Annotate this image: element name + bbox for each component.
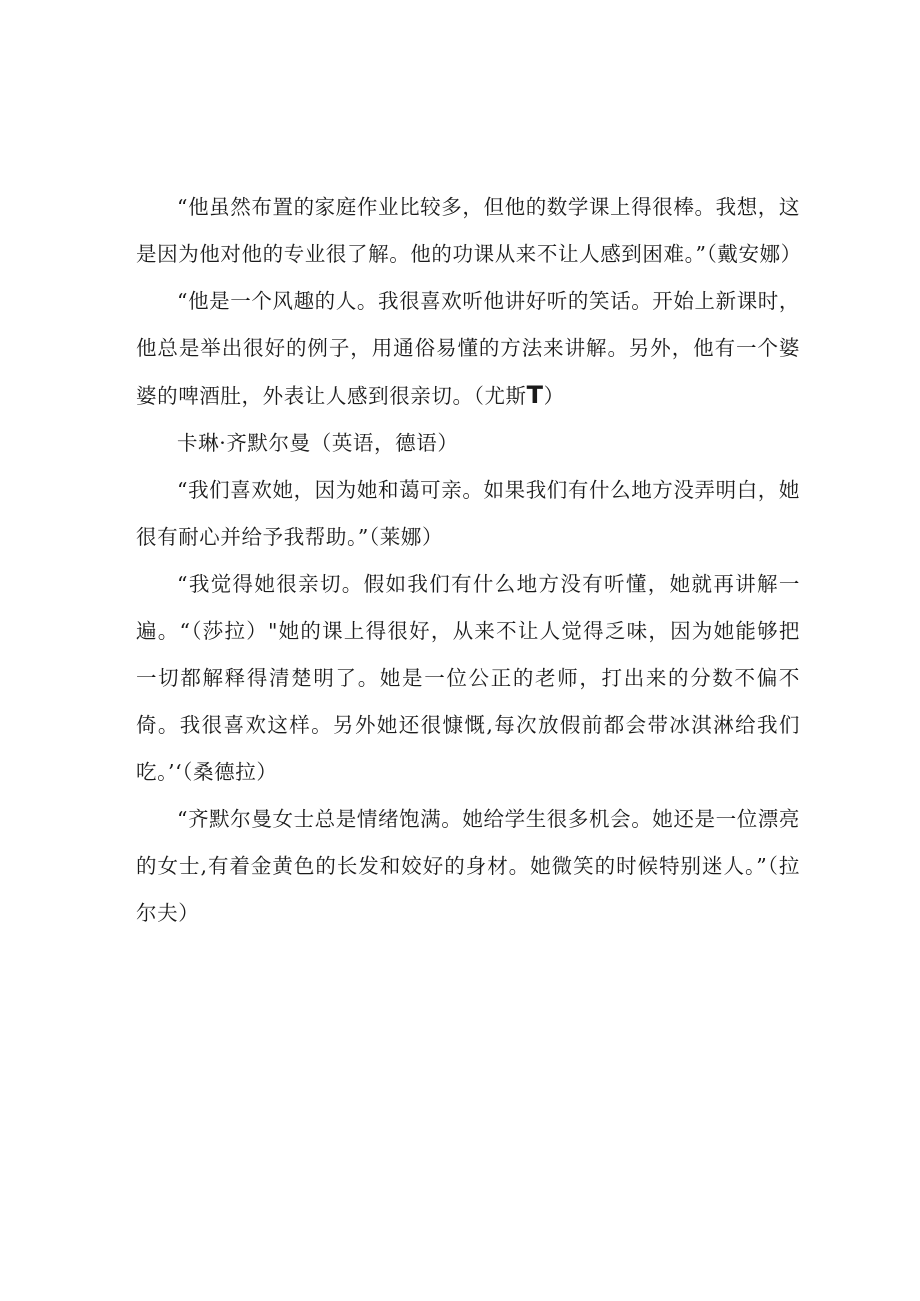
teacher-name-heading: 卡琳·齐默尔曼（英语，德语） [177,431,459,455]
quote-paragraph-ralf: “齐默尔曼女士总是情绪饱满。她给学生很多机会。她还是一位漂亮的女士,有着金黄色的长发和姣好的身材。她微笑的时候特别迷人。”（拉尔夫） [136,807,800,925]
document-body [136,184,800,937]
quote-paragraph-diana: “他虽然布置的家庭作业比较多，但他的数学课上得很棒。我想，这是因为他对他的专业很了解。他的功课从来不让人感到困难。”（戴安娜） [136,195,802,266]
quote-paragraph-sarah-sandra: “我觉得她很亲切。假如我们有什么地方没有听懂，她就再讲解一遍。“（莎拉）"她的课上得很好，从来不让人觉得乏味，因为她能够把一切都解释得清楚明了。她是一位公正的老师，打出来的分数不偏不倚。我很喜欢这样。另外她还很慷慨,每次放假前都会带冰淇淋给我们吃。’‘（桑德拉） [136,572,800,784]
quote-paragraph-jus-text: “他是一个风趣的人。我很喜欢听他讲好听的笑话。开始上新课时，他总是举出很好的例子，用通俗易懂的方法来讲解。另外，他有一个婆婆的啤酒肚，外表让人感到很亲切。（尤斯 [136,289,800,408]
quote-paragraph-jus [136,278,800,420]
quote-paragraph-lena: “我们喜欢她，因为她和蔼可亲。如果我们有什么地方没弄明白，她很有耐心并给予我帮助。”（莱娜） [136,478,800,549]
quote-paragraph-jus-close: ） [543,384,565,408]
quote-paragraph-jus-mark: T [526,381,544,409]
